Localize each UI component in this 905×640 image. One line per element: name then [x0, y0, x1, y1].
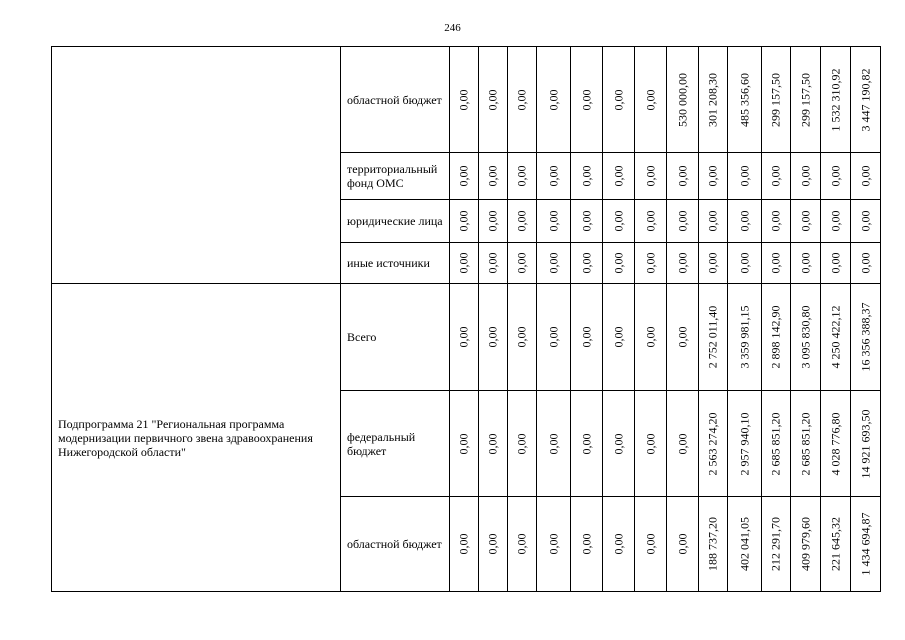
value-text: 0,00	[675, 210, 689, 232]
value-text: 1 434 694,87	[858, 512, 872, 576]
value-text: 0,00	[456, 326, 471, 348]
value-text: 0,00	[675, 326, 689, 348]
value-cell	[699, 47, 728, 153]
value-text: 0,00	[485, 326, 500, 348]
value-text: 0,00	[705, 210, 720, 232]
value-cell	[851, 200, 881, 243]
value-cell	[479, 47, 508, 153]
value-cell	[479, 243, 508, 284]
value-cell	[821, 243, 851, 284]
value-cell	[571, 153, 603, 200]
value-cell	[821, 497, 851, 592]
value-cell	[450, 391, 479, 497]
funding-source-cell: областной бюджет	[341, 497, 450, 592]
value-cell	[791, 200, 821, 243]
value-text: 0,00	[611, 252, 625, 274]
value-text: 485 356,60	[737, 72, 751, 127]
funding-source-cell: юридические лица	[341, 200, 450, 243]
value-text: 0,00	[643, 165, 657, 187]
value-text: 0,00	[456, 433, 471, 454]
value-cell	[791, 391, 821, 497]
value-cell	[635, 284, 667, 391]
value-cell	[699, 243, 728, 284]
value-text: 2 957 940,10	[737, 412, 751, 475]
value-cell	[603, 243, 635, 284]
value-cell	[537, 243, 571, 284]
value-cell	[728, 200, 762, 243]
value-cell	[791, 243, 821, 284]
value-text: 0,00	[579, 210, 593, 232]
value-cell	[762, 47, 791, 153]
value-cell	[762, 243, 791, 284]
value-cell	[851, 153, 881, 200]
value-cell	[699, 391, 728, 497]
value-cell	[537, 284, 571, 391]
value-text: 299 157,50	[768, 72, 783, 127]
value-text: 0,00	[579, 533, 593, 555]
value-cell	[762, 284, 791, 391]
value-text: 0,00	[737, 210, 751, 232]
value-text: 0,00	[643, 533, 657, 555]
value-text: 0,00	[546, 533, 560, 555]
value-text: 0,00	[579, 326, 593, 348]
value-cell	[699, 497, 728, 592]
value-cell	[450, 153, 479, 200]
value-text: 0,00	[611, 433, 625, 454]
value-text: 0,00	[546, 252, 560, 274]
funding-source-cell: иные источники	[341, 243, 450, 284]
value-cell	[450, 47, 479, 153]
value-cell	[635, 200, 667, 243]
value-text: 221 645,32	[828, 517, 842, 571]
value-text: 3 095 830,80	[798, 305, 812, 369]
value-cell	[667, 497, 699, 592]
value-text: 0,00	[768, 165, 783, 187]
value-text: 212 291,70	[768, 517, 783, 571]
value-text: 0,00	[705, 165, 720, 187]
value-text: 0,00	[514, 433, 529, 454]
value-text: 0,00	[485, 165, 500, 187]
value-cell	[762, 391, 791, 497]
value-text: 0,00	[485, 89, 500, 110]
value-text: 0,00	[546, 165, 560, 187]
value-cell	[537, 153, 571, 200]
value-text: 0,00	[611, 165, 625, 187]
value-text: 0,00	[546, 326, 560, 348]
value-text: 409 979,60	[798, 517, 812, 571]
value-cell	[635, 153, 667, 200]
value-cell	[508, 391, 537, 497]
value-text: 0,00	[546, 433, 560, 454]
value-text: 2 898 142,90	[768, 305, 783, 369]
value-cell	[537, 200, 571, 243]
funding-source-cell: федеральный бюджет	[341, 391, 450, 497]
value-text: 0,00	[514, 326, 529, 348]
value-cell	[635, 47, 667, 153]
value-cell	[508, 200, 537, 243]
value-text: 0,00	[514, 89, 529, 110]
value-text: 3 359 981,15	[737, 305, 751, 369]
value-text: 1 532 310,92	[828, 68, 842, 131]
value-cell	[699, 284, 728, 391]
value-text: 299 157,50	[798, 72, 812, 127]
value-cell	[821, 200, 851, 243]
value-text: 0,00	[514, 210, 529, 232]
value-text: 0,00	[643, 89, 657, 110]
value-cell	[571, 200, 603, 243]
value-cell	[667, 284, 699, 391]
value-cell	[728, 391, 762, 497]
value-cell	[571, 243, 603, 284]
value-cell	[635, 243, 667, 284]
value-cell	[537, 497, 571, 592]
value-text: 301 208,30	[705, 72, 720, 127]
page-number: 246	[444, 22, 461, 34]
value-text: 0,00	[643, 252, 657, 274]
value-text: 402 041,05	[737, 517, 751, 571]
value-text: 0,00	[546, 89, 560, 110]
value-text: 14 921 693,50	[858, 409, 872, 478]
value-text: 2 752 011,40	[705, 305, 720, 369]
value-cell	[571, 47, 603, 153]
value-text: 0,00	[456, 210, 471, 232]
value-text: 0,00	[643, 210, 657, 232]
table-row	[52, 47, 881, 153]
value-cell	[479, 153, 508, 200]
value-text: 0,00	[798, 210, 812, 232]
value-text: 0,00	[675, 533, 689, 555]
value-text: 0,00	[643, 326, 657, 348]
value-cell	[699, 153, 728, 200]
value-cell	[821, 153, 851, 200]
funding-source-cell: областной бюджет	[341, 47, 450, 153]
value-text: 0,00	[675, 433, 689, 454]
value-text: 0,00	[485, 533, 500, 555]
value-text: 0,00	[858, 252, 872, 274]
value-text: 0,00	[514, 165, 529, 187]
value-text: 188 737,20	[705, 517, 720, 571]
value-cell	[603, 391, 635, 497]
funding-table	[51, 46, 881, 592]
value-cell	[479, 284, 508, 391]
value-cell	[603, 153, 635, 200]
value-text: 0,00	[514, 533, 529, 555]
value-cell	[851, 243, 881, 284]
value-cell	[479, 497, 508, 592]
value-cell	[635, 497, 667, 592]
value-cell	[450, 243, 479, 284]
previous-program-cell	[52, 47, 341, 284]
value-text: 2 685 851,20	[798, 412, 812, 475]
value-cell	[537, 391, 571, 497]
value-cell	[667, 391, 699, 497]
value-cell	[791, 153, 821, 200]
value-cell	[821, 391, 851, 497]
value-cell	[571, 497, 603, 592]
value-text: 530 000,00	[675, 72, 689, 127]
value-text: 4 028 776,80	[828, 412, 842, 475]
value-text: 0,00	[456, 252, 471, 274]
value-cell	[762, 153, 791, 200]
value-cell	[791, 497, 821, 592]
value-cell	[450, 200, 479, 243]
value-cell	[728, 243, 762, 284]
value-text: 0,00	[828, 252, 842, 274]
value-cell	[479, 391, 508, 497]
value-text: 0,00	[828, 165, 842, 187]
value-cell	[851, 497, 881, 592]
value-cell	[508, 47, 537, 153]
value-cell	[635, 391, 667, 497]
value-cell	[851, 391, 881, 497]
value-cell	[791, 284, 821, 391]
value-cell	[821, 284, 851, 391]
value-text: 0,00	[737, 165, 751, 187]
value-cell	[508, 284, 537, 391]
value-cell	[603, 497, 635, 592]
value-cell	[667, 200, 699, 243]
value-cell	[699, 200, 728, 243]
value-text: 0,00	[798, 252, 812, 274]
value-text: 0,00	[611, 210, 625, 232]
value-text: 0,00	[737, 252, 751, 274]
value-text: 0,00	[611, 89, 625, 110]
value-cell	[728, 284, 762, 391]
value-cell	[728, 47, 762, 153]
value-text: 0,00	[485, 210, 500, 232]
value-cell	[479, 200, 508, 243]
value-text: 0,00	[705, 252, 720, 274]
value-text: 0,00	[485, 252, 500, 274]
value-text: 3 447 190,82	[858, 68, 872, 131]
value-cell	[508, 497, 537, 592]
value-text: 2 563 274,20	[705, 412, 720, 475]
value-cell	[762, 497, 791, 592]
funding-source-cell: территориальный фонд ОМС	[341, 153, 450, 200]
value-text: 0,00	[579, 433, 593, 454]
value-text: 0,00	[611, 326, 625, 348]
value-cell	[571, 284, 603, 391]
value-text: 0,00	[768, 210, 783, 232]
value-cell	[508, 153, 537, 200]
value-cell	[667, 243, 699, 284]
value-cell	[603, 284, 635, 391]
value-cell	[762, 200, 791, 243]
value-text: 4 250 422,12	[828, 305, 842, 369]
value-cell	[603, 47, 635, 153]
value-text: 0,00	[485, 433, 500, 454]
value-text: 0,00	[456, 533, 471, 555]
funding-source-cell: Всего	[341, 284, 450, 391]
value-text: 2 685 851,20	[768, 412, 783, 475]
value-text: 0,00	[579, 165, 593, 187]
value-cell	[791, 47, 821, 153]
table-row	[52, 284, 881, 391]
value-text: 0,00	[611, 533, 625, 555]
value-cell	[450, 497, 479, 592]
value-text: 0,00	[643, 433, 657, 454]
value-text: 0,00	[675, 252, 689, 274]
program-name-cell: Подпрограмма 21 "Региональная программа модернизации первичного звена здравоохранения Нижегородской области"	[52, 284, 341, 592]
value-text: 0,00	[546, 210, 560, 232]
value-cell	[851, 47, 881, 153]
value-text: 0,00	[768, 252, 783, 274]
value-cell	[821, 47, 851, 153]
value-text: 0,00	[456, 165, 471, 187]
value-text: 0,00	[514, 252, 529, 274]
value-text: 16 356 388,37	[858, 302, 872, 372]
value-text: 0,00	[675, 165, 689, 187]
value-text: 0,00	[579, 89, 593, 110]
value-cell	[851, 284, 881, 391]
value-text: 0,00	[858, 210, 872, 232]
value-text: 0,00	[858, 165, 872, 187]
value-cell	[450, 284, 479, 391]
value-cell	[728, 153, 762, 200]
value-text: 0,00	[798, 165, 812, 187]
value-cell	[728, 497, 762, 592]
value-cell	[667, 153, 699, 200]
value-text: 0,00	[456, 89, 471, 110]
value-text: 0,00	[828, 210, 842, 232]
value-cell	[667, 47, 699, 153]
value-cell	[603, 200, 635, 243]
value-cell	[537, 47, 571, 153]
value-cell	[571, 391, 603, 497]
value-cell	[508, 243, 537, 284]
value-text: 0,00	[579, 252, 593, 274]
